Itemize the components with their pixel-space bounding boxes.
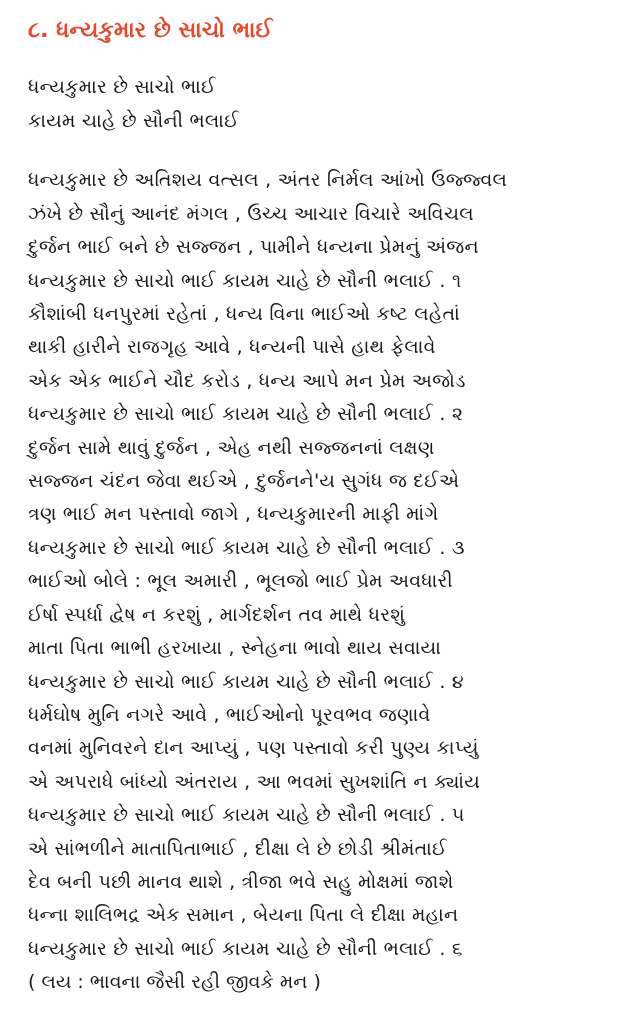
poem-body	[28, 164, 611, 966]
raga-note: ( લય : ભાવના જૈસી રહી જીવકે મન )	[28, 971, 321, 994]
poem-line: એ સાંભળીને માતાપિતાભાઈ , દીક્ષા લે છે છોડી શ્રીમંતાઈ	[28, 837, 447, 860]
poem-line: ત્રણ ભાઈ મન પસ્તાવો જાગે , ધન્યકુમારની માફી માંગે	[28, 503, 439, 526]
poem-line: થાકી હારીને રાજગૃહ આવે , ધન્યની પાસે હાથ ફેલાવે	[28, 336, 436, 359]
poem-line: ધર્મઘોષ મુનિ નગરે આવે , ભાઈઓનો પૂરવભવ જણાવે	[28, 703, 431, 726]
poem-line: ધન્યકુમાર છે સાચો ભાઈ કાયમ ચાહે છે સૌની ભલાઈ . ૨	[28, 403, 464, 426]
poem-line: ધન્યકુમાર છે સાચો ભાઈ કાયમ ચાહે છે સૌની ભલાઈ . ૪	[28, 670, 464, 693]
poem-line: ભાઈઓ બોલે : ભૂલ અમારી , ભૂલજો ભાઈ પ્રેમ અવધારી	[28, 570, 453, 593]
poem-line: દુર્જન ભાઈ બને છે સજ્જન , પામીને ધન્યના પ્રેમનું અંજન	[28, 236, 479, 259]
poem-title: ૮. ધન્યકુમાર છે સાચો ભાઈ	[28, 18, 273, 43]
refrain-line: કાયમ ચાહે છે સૌની ભલાઈ	[28, 110, 240, 133]
poem-line: કૌશાંબી ધનપુરમાં રહેતાં , ધન્ય વિના ભાઈઓ કષ્ટ લહેતાં	[28, 303, 460, 326]
poem-line: વનમાં મુનિવરને દાન આપ્યું , પણ પસ્તાવો કરી પુણ્ય કાપ્યું	[28, 737, 479, 760]
poem-line: માતા પિતા ભાભી હરખાયા , સ્નેહના ભાવો થાય સવાયા	[28, 637, 442, 660]
poem-line: સજ્જન ચંદન જેવા થઈએ , દુર્જનને'ય સુગંધ જ દઈએ	[28, 470, 460, 493]
refrain-line: ધન્યકુમાર છે સાચો ભાઈ	[28, 76, 216, 98]
poem-line: ધન્યકુમાર છે સાચો ભાઈ કાયમ ચાહે છે સૌની ભલાઈ . ૫	[28, 804, 465, 827]
poem-line: ધન્યકુમાર છે સાચો ભાઈ કાયમ ચાહે છે સૌની ભલાઈ . ૧	[28, 269, 462, 292]
poem-line: ધન્ના શાલિભદ્ર એક સમાન , બેયના પિતા લે દીક્ષા મહાન	[28, 904, 459, 927]
poem-line: દુર્જન સામે થાવું દુર્જન , એહ નથી સજ્જનનાં લક્ષણ	[28, 436, 435, 459]
poem-line: ધન્યકુમાર છે સાચો ભાઈ કાયમ ચાહે છે સૌની ભલાઈ . ૩	[28, 536, 465, 559]
poem-line: દેવ બની પછી માનવ થાશે , ત્રીજા ભવે સહુ મોક્ષમાં જાશે	[28, 870, 454, 893]
poem-line: એ અપરાધે બાંધ્યો અંતરાય , આ ભવમાં સુખશાંતિ ન ક્યાંય	[28, 770, 481, 793]
poem-line: એક એક ભાઈને ચૌદ કરોડ , ધન્ય આપે મન પ્રેમ અજોડ	[28, 369, 466, 392]
poem-line: ઝંખે છે સૌનું આનંદ મંગલ , ઉચ્ચ આચાર વિચારે અવિચલ	[28, 202, 474, 225]
poem-line: ઈર્ષા સ્પર્ધા દ્વેષ ન કરશું , માર્ગદર્શન તવ માથે ધરશું	[28, 603, 406, 626]
poem-refrain	[28, 70, 611, 138]
poem-line: ધન્યકુમાર છે સાચો ભાઈ કાયમ ચાહે છે સૌની ભલાઈ . ૬	[28, 937, 463, 960]
poem-line: ધન્યકુમાર છે અતિશય વત્સલ , અંતર નિર્મલ આંખો ઉજ્જ્વલ	[28, 169, 508, 192]
